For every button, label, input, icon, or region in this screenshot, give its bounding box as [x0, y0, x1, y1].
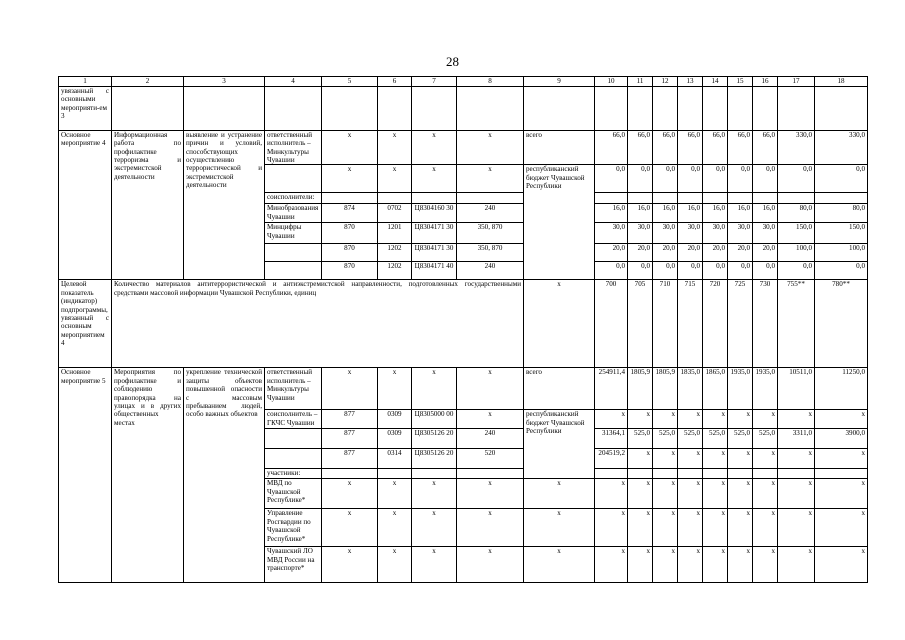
value-cell: 204519,2: [595, 449, 628, 469]
indicator-value: 700: [595, 280, 628, 368]
code-cell: Ц8304171 30: [412, 223, 457, 244]
indicator-value: 725: [728, 280, 753, 368]
value-cell: x: [595, 479, 628, 509]
value-cell: 20,0: [753, 244, 778, 262]
header-row: [59, 77, 868, 87]
code-cell: 350, 870: [457, 223, 524, 244]
value-cell: 16,0: [678, 204, 703, 223]
value-cell: x: [815, 479, 868, 509]
code-cell: [412, 469, 457, 479]
header-cell: 14: [703, 77, 728, 87]
indicator-row: [59, 280, 868, 368]
value-cell: x: [628, 449, 653, 469]
value-cell: 0,0: [778, 262, 815, 280]
code-cell: x: [457, 509, 524, 547]
code-cell: 350, 870: [457, 244, 524, 262]
code-cell: x: [322, 165, 378, 193]
value-cell: 16,0: [628, 204, 653, 223]
code-cell: Ц8305126 20: [412, 429, 457, 449]
value-cell: x: [678, 509, 703, 547]
value-cell: [728, 469, 753, 479]
value-cell: 80,0: [778, 204, 815, 223]
funding-source: x: [524, 509, 595, 547]
code-cell: Ц8305000 00: [412, 410, 457, 429]
value-cell: x: [628, 479, 653, 509]
value-cell: [778, 193, 815, 204]
value-cell: [728, 193, 753, 204]
value-cell: x: [728, 449, 753, 469]
empty-cell: [112, 87, 184, 131]
code-cell: x: [457, 131, 524, 165]
value-cell: 1935,0: [728, 368, 753, 410]
header-cell: 4: [265, 77, 322, 87]
value-cell: 11250,0: [815, 368, 868, 410]
value-cell: x: [728, 547, 753, 583]
value-cell: x: [678, 449, 703, 469]
value-cell: x: [678, 479, 703, 509]
value-cell: 1935,0: [753, 368, 778, 410]
page-number: 28: [446, 54, 459, 69]
code-cell: 520: [457, 449, 524, 469]
header-cell: 5: [322, 77, 378, 87]
table-row: [59, 131, 868, 165]
value-cell: 30,0: [653, 223, 678, 244]
code-cell: 874: [322, 204, 378, 223]
value-cell: [753, 193, 778, 204]
value-cell: x: [815, 547, 868, 583]
value-cell: 3900,0: [815, 429, 868, 449]
code-cell: x: [322, 509, 378, 547]
value-cell: x: [653, 509, 678, 547]
value-cell: x: [595, 547, 628, 583]
value-cell: 0,0: [703, 262, 728, 280]
executor-cell: Минобразования Чувашии: [265, 204, 322, 223]
value-cell: 525,0: [653, 429, 678, 449]
value-cell: x: [678, 547, 703, 583]
value-cell: [778, 469, 815, 479]
code-cell: Ц8304171 40: [412, 262, 457, 280]
value-cell: 20,0: [628, 244, 653, 262]
indicator-value: 730: [753, 280, 778, 368]
value-cell: [815, 193, 868, 204]
value-cell: [678, 193, 703, 204]
value-cell: 10511,0: [778, 368, 815, 410]
indicator-value: 710: [653, 280, 678, 368]
value-cell: 525,0: [628, 429, 653, 449]
value-cell: 20,0: [653, 244, 678, 262]
activity-label: Основное мероприятие 4: [59, 131, 112, 280]
program-table: [58, 76, 868, 583]
value-cell: 254911,4: [595, 368, 628, 410]
value-cell: 1805,9: [653, 368, 678, 410]
executor-cell: ответственный исполнитель – Минкультуры Чувашии: [265, 368, 322, 410]
header-cell: 10: [595, 77, 628, 87]
value-cell: [815, 469, 868, 479]
value-cell: x: [628, 547, 653, 583]
code-cell: x: [378, 547, 412, 583]
value-cell: 0,0: [753, 262, 778, 280]
executor-cell: участники:: [265, 469, 322, 479]
code-cell: [322, 193, 378, 204]
value-cell: x: [778, 410, 815, 429]
code-cell: 0309: [378, 429, 412, 449]
value-cell: 66,0: [628, 131, 653, 165]
value-cell: x: [653, 449, 678, 469]
code-cell: 870: [322, 223, 378, 244]
executor-cell: МВД по Чувашской Республике*: [265, 479, 322, 509]
header-cell: 9: [524, 77, 595, 87]
empty-cell: [595, 87, 628, 131]
code-cell: x: [378, 479, 412, 509]
executor-cell: [265, 165, 322, 193]
value-cell: 525,0: [678, 429, 703, 449]
value-cell: [595, 193, 628, 204]
executor-cell: ответственный исполнитель – Минкультуры Чувашии: [265, 131, 322, 165]
value-cell: 30,0: [628, 223, 653, 244]
code-cell: [322, 469, 378, 479]
executor-cell: соисполнители:: [265, 193, 322, 204]
value-cell: 150,0: [778, 223, 815, 244]
value-cell: x: [778, 547, 815, 583]
value-cell: x: [753, 509, 778, 547]
code-cell: x: [378, 165, 412, 193]
code-cell: 240: [457, 262, 524, 280]
activity-goal: укрепление технической защиты объектов повышенной опасности с массовым пребыванием людей, особо важных объектов: [184, 368, 265, 583]
value-cell: 1835,0: [678, 368, 703, 410]
indicator-label: Целевой показатель (индикатор) подпрограммы, увязанный с основным мероприятием 4: [59, 280, 112, 368]
value-cell: 1805,9: [628, 368, 653, 410]
code-cell: [412, 193, 457, 204]
empty-cell: [378, 87, 412, 131]
value-cell: x: [653, 479, 678, 509]
value-cell: 0,0: [678, 165, 703, 193]
value-cell: 16,0: [728, 204, 753, 223]
value-cell: 0,0: [778, 165, 815, 193]
value-cell: x: [728, 479, 753, 509]
code-cell: x: [412, 368, 457, 410]
value-cell: x: [728, 410, 753, 429]
value-cell: 0,0: [653, 165, 678, 193]
value-cell: 0,0: [703, 165, 728, 193]
value-cell: 525,0: [728, 429, 753, 449]
indicator-value: 720: [703, 280, 728, 368]
header-cell: 15: [728, 77, 753, 87]
executor-cell: Минцифры Чувашии: [265, 223, 322, 244]
indicator-value: 705: [628, 280, 653, 368]
value-cell: [753, 469, 778, 479]
executor-cell: Чувашский ЛО МВД России на транспорте*: [265, 547, 322, 583]
value-cell: 100,0: [815, 244, 868, 262]
code-cell: 877: [322, 410, 378, 429]
value-cell: 0,0: [728, 165, 753, 193]
code-cell: [457, 193, 524, 204]
header-cell: 13: [678, 77, 703, 87]
code-cell: x: [322, 547, 378, 583]
value-cell: x: [778, 479, 815, 509]
value-cell: x: [815, 509, 868, 547]
value-cell: 0,0: [815, 262, 868, 280]
header-cell: 7: [412, 77, 457, 87]
header-cell: 1: [59, 77, 112, 87]
executor-cell: соисполнитель – ГКЧС Чувашии: [265, 410, 322, 429]
code-cell: x: [378, 509, 412, 547]
header-cell: 18: [815, 77, 868, 87]
code-cell: 0702: [378, 204, 412, 223]
executor-cell: Управление Росгвардии по Чувашской Республике*: [265, 509, 322, 547]
table-row: [59, 368, 868, 410]
code-cell: 877: [322, 429, 378, 449]
value-cell: 0,0: [653, 262, 678, 280]
code-cell: 870: [322, 244, 378, 262]
code-cell: 0309: [378, 410, 412, 429]
value-cell: 80,0: [815, 204, 868, 223]
header-cell: 11: [628, 77, 653, 87]
code-cell: 1202: [378, 244, 412, 262]
value-cell: x: [753, 410, 778, 429]
executor-cell: [265, 244, 322, 262]
value-cell: 150,0: [815, 223, 868, 244]
header-cell: 17: [778, 77, 815, 87]
value-cell: 16,0: [595, 204, 628, 223]
code-cell: x: [322, 368, 378, 410]
value-cell: 0,0: [595, 262, 628, 280]
empty-cell: [628, 87, 653, 131]
value-cell: 0,0: [753, 165, 778, 193]
value-cell: x: [703, 449, 728, 469]
value-cell: x: [628, 410, 653, 429]
value-cell: 66,0: [703, 131, 728, 165]
funding-source: республиканский бюджет Чувашской Республики: [524, 410, 595, 479]
value-cell: [703, 193, 728, 204]
code-cell: x: [412, 547, 457, 583]
value-cell: [628, 193, 653, 204]
executor-cell: [265, 262, 322, 280]
code-cell: x: [378, 131, 412, 165]
value-cell: x: [815, 449, 868, 469]
value-cell: 1865,0: [703, 368, 728, 410]
code-cell: Ц8304171 30: [412, 244, 457, 262]
empty-cell: [265, 87, 322, 131]
value-cell: x: [703, 547, 728, 583]
value-cell: x: [653, 410, 678, 429]
executor-cell: [265, 449, 322, 469]
code-cell: x: [412, 509, 457, 547]
value-cell: 20,0: [728, 244, 753, 262]
value-cell: x: [728, 509, 753, 547]
value-cell: 525,0: [703, 429, 728, 449]
value-cell: 20,0: [703, 244, 728, 262]
value-cell: [678, 469, 703, 479]
value-cell: 30,0: [595, 223, 628, 244]
empty-cell: [703, 87, 728, 131]
indicator-value: 780**: [815, 280, 868, 368]
header-cell: 12: [653, 77, 678, 87]
code-cell: [378, 193, 412, 204]
funding-source: республиканский бюджет Чувашской Республики: [524, 165, 595, 280]
continuation-row: [59, 87, 868, 131]
code-cell: x: [412, 165, 457, 193]
value-cell: 16,0: [753, 204, 778, 223]
header-cell: 16: [753, 77, 778, 87]
header-cell: 2: [112, 77, 184, 87]
value-cell: x: [778, 449, 815, 469]
activity-label: Основное мероприятие 5: [59, 368, 112, 583]
value-cell: 30,0: [728, 223, 753, 244]
table-body: [59, 77, 868, 583]
code-cell: x: [412, 131, 457, 165]
empty-cell: [457, 87, 524, 131]
value-cell: x: [778, 509, 815, 547]
empty-cell: [524, 87, 595, 131]
value-cell: 31364,1: [595, 429, 628, 449]
value-cell: x: [653, 547, 678, 583]
value-cell: 66,0: [728, 131, 753, 165]
empty-cell: [184, 87, 265, 131]
funding-source: всего: [524, 131, 595, 165]
value-cell: 30,0: [753, 223, 778, 244]
code-cell: 240: [457, 429, 524, 449]
value-cell: 0,0: [815, 165, 868, 193]
continuation-label: увязанный с основными мероприяти-ем 3: [59, 87, 112, 131]
value-cell: x: [703, 479, 728, 509]
code-cell: x: [457, 410, 524, 429]
value-cell: 0,0: [628, 165, 653, 193]
indicator-text: Количество материалов антитеррористической и антиэкстремистской направленности, подготовленных государственными средствами массовой информации Чувашской Республики, единиц: [112, 280, 524, 368]
code-cell: x: [412, 479, 457, 509]
code-cell: x: [457, 165, 524, 193]
activity-goal: выявление и устранение причин и условий, способствующих осуществлению террористической и экстремистской деятельности: [184, 131, 265, 280]
value-cell: 16,0: [653, 204, 678, 223]
code-cell: Ц8305126 20: [412, 449, 457, 469]
value-cell: 30,0: [678, 223, 703, 244]
empty-cell: [322, 87, 378, 131]
code-cell: x: [457, 368, 524, 410]
indicator-x: x: [524, 280, 595, 368]
value-cell: 3311,0: [778, 429, 815, 449]
code-cell: Ц8304160 30: [412, 204, 457, 223]
value-cell: 66,0: [595, 131, 628, 165]
value-cell: x: [815, 410, 868, 429]
value-cell: 100,0: [778, 244, 815, 262]
funding-source: [595, 469, 628, 479]
value-cell: 0,0: [678, 262, 703, 280]
empty-cell: [678, 87, 703, 131]
value-cell: 0,0: [595, 165, 628, 193]
value-cell: 0,0: [728, 262, 753, 280]
code-cell: [457, 469, 524, 479]
indicator-value: 755**: [778, 280, 815, 368]
code-cell: 240: [457, 204, 524, 223]
value-cell: x: [703, 509, 728, 547]
value-cell: x: [628, 509, 653, 547]
funding-source: всего: [524, 368, 595, 410]
empty-cell: [412, 87, 457, 131]
code-cell: 1202: [378, 262, 412, 280]
value-cell: x: [678, 410, 703, 429]
value-cell: x: [753, 479, 778, 509]
empty-cell: [778, 87, 815, 131]
code-cell: 877: [322, 449, 378, 469]
value-cell: [653, 469, 678, 479]
header-cell: 6: [378, 77, 412, 87]
value-cell: 330,0: [778, 131, 815, 165]
code-cell: x: [457, 479, 524, 509]
value-cell: 20,0: [595, 244, 628, 262]
code-cell: 870: [322, 262, 378, 280]
empty-cell: [815, 87, 868, 131]
value-cell: x: [595, 410, 628, 429]
executor-cell: [265, 429, 322, 449]
value-cell: 16,0: [703, 204, 728, 223]
value-cell: 0,0: [628, 262, 653, 280]
code-cell: 1201: [378, 223, 412, 244]
empty-cell: [653, 87, 678, 131]
value-cell: 330,0: [815, 131, 868, 165]
code-cell: x: [322, 479, 378, 509]
activity-name: Мероприятия по профилактике и соблюдению правопорядка на улицах и в других общественных местах: [112, 368, 184, 583]
value-cell: x: [595, 509, 628, 547]
header-cell: 8: [457, 77, 524, 87]
activity-name: Информационная работа по профилактике терроризма и экстремистской деятельности: [112, 131, 184, 280]
value-cell: x: [753, 547, 778, 583]
empty-cell: [753, 87, 778, 131]
value-cell: [628, 469, 653, 479]
code-cell: x: [457, 547, 524, 583]
code-cell: 0314: [378, 449, 412, 469]
value-cell: 66,0: [753, 131, 778, 165]
value-cell: 66,0: [653, 131, 678, 165]
header-cell: 3: [184, 77, 265, 87]
value-cell: 20,0: [678, 244, 703, 262]
code-cell: x: [322, 131, 378, 165]
funding-source: x: [524, 479, 595, 509]
value-cell: 525,0: [753, 429, 778, 449]
value-cell: x: [753, 449, 778, 469]
empty-cell: [728, 87, 753, 131]
funding-source: x: [524, 547, 595, 583]
indicator-value: 715: [678, 280, 703, 368]
code-cell: x: [378, 368, 412, 410]
value-cell: 30,0: [703, 223, 728, 244]
code-cell: [378, 469, 412, 479]
value-cell: 66,0: [678, 131, 703, 165]
value-cell: x: [703, 410, 728, 429]
value-cell: [653, 193, 678, 204]
value-cell: [703, 469, 728, 479]
